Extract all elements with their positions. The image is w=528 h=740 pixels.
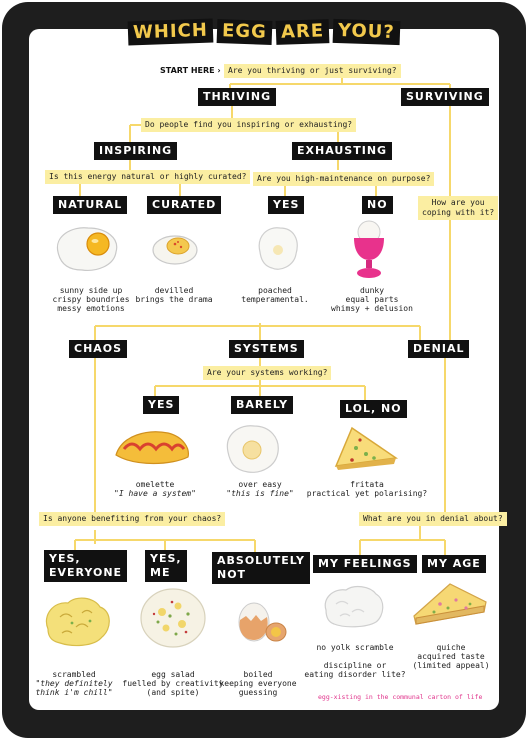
label-no-high-maintenance: NO: [362, 196, 393, 214]
caption-dunky: dunky equal parts whimsy + delusion: [331, 286, 413, 313]
caption-over-easy: [215, 480, 305, 498]
scrambled-egg-illustration: [42, 593, 112, 649]
fritata-illustration: [330, 422, 400, 472]
title-word-4: YOU?: [333, 19, 401, 45]
omelette-illustration: [112, 425, 192, 471]
label-my-age: MY AGE: [422, 555, 486, 573]
omelette-quote: "I have a system": [114, 489, 196, 498]
start-label: START HERE ›: [160, 66, 221, 75]
label-natural: NATURAL: [53, 196, 127, 214]
label-yes-high-maintenance: YES: [268, 196, 304, 214]
label-curated: CURATED: [147, 196, 221, 214]
over-easy-illustration: [222, 420, 282, 478]
sunny-side-up-illustration: [52, 222, 122, 274]
poached-egg-illustration: [252, 222, 302, 274]
title-word-1: WHICH: [128, 19, 214, 46]
question-high-maintenance: Are you high-maintenance on purpose?: [253, 172, 434, 186]
label-yes-everyone: YES, EVERYONE: [44, 550, 127, 582]
caption-poached: poached temperamental.: [241, 286, 309, 304]
caption-quiche: quiche acquired taste (limited appeal): [412, 643, 490, 670]
label-inspiring: INSPIRING: [94, 142, 177, 160]
caption-egg-salad: egg salad fuelled by creativity (and spite): [122, 670, 224, 697]
question-thriving-or-surviving: Are you thriving or just surviving?: [224, 64, 401, 78]
boiled-egg-illustration: [232, 596, 292, 646]
title-word-3: ARE: [276, 19, 330, 45]
over-easy-name: over easy: [238, 480, 282, 489]
label-systems-lol-no: LOL, NO: [340, 400, 407, 418]
label-chaos: CHAOS: [69, 340, 127, 358]
label-denial: DENIAL: [408, 340, 469, 358]
footer-tagline: egg-xisting in the communal carton of life: [318, 693, 483, 701]
quiche-illustration: [410, 578, 490, 628]
dunky-egg-cup-illustration: [350, 220, 390, 282]
caption-fritata: fritata practical yet polarising?: [306, 480, 428, 498]
caption-devilled: devilled brings the drama: [135, 286, 213, 304]
label-systems: SYSTEMS: [229, 340, 304, 358]
question-inspiring-or-exhausting: Do people find you inspiring or exhausting?: [141, 118, 356, 132]
scrambled-name: scrambled: [52, 670, 96, 679]
label-systems-barely: BARELY: [231, 396, 293, 414]
label-absolutely-not: ABSOLUTELY NOT: [212, 552, 310, 584]
caption-no-yolk-scramble: no yolk scramble discipline or eating disorder lite?: [304, 643, 406, 679]
scrambled-quote: "they definitely think i'm chill": [35, 679, 113, 697]
caption-boiled: boiled keeping everyone guessing: [219, 670, 297, 697]
question-natural-or-curated: Is this energy natural or highly curated?: [45, 170, 250, 184]
caption-omelette: [110, 480, 200, 498]
label-yes-me: YES, ME: [145, 550, 187, 582]
question-denial-about: What are you in denial about?: [359, 512, 507, 526]
question-benefiting-from-chaos: Is anyone benefiting from your chaos?: [39, 512, 225, 526]
label-thriving: THRIVING: [198, 88, 276, 106]
label-systems-yes: YES: [143, 396, 179, 414]
omelette-name: omelette: [135, 480, 175, 489]
question-systems-working: Are your systems working?: [203, 366, 331, 380]
label-exhausting: EXHAUSTING: [292, 142, 392, 160]
over-easy-quote: "this is fine": [226, 489, 294, 498]
poster-title: [0, 20, 528, 44]
label-surviving: SURVIVING: [401, 88, 489, 106]
caption-sunny-side-up: sunny side up crispy boundries messy emotions: [52, 286, 130, 313]
devilled-egg-illustration: [150, 230, 200, 266]
caption-scrambled: [28, 670, 120, 697]
title-word-2: EGG: [217, 19, 273, 45]
no-yolk-scramble-illustration: [320, 582, 386, 630]
label-my-feelings: MY FEELINGS: [313, 555, 417, 573]
question-how-coping: How are you coping with it?: [418, 196, 498, 220]
egg-salad-illustration: [138, 586, 208, 650]
